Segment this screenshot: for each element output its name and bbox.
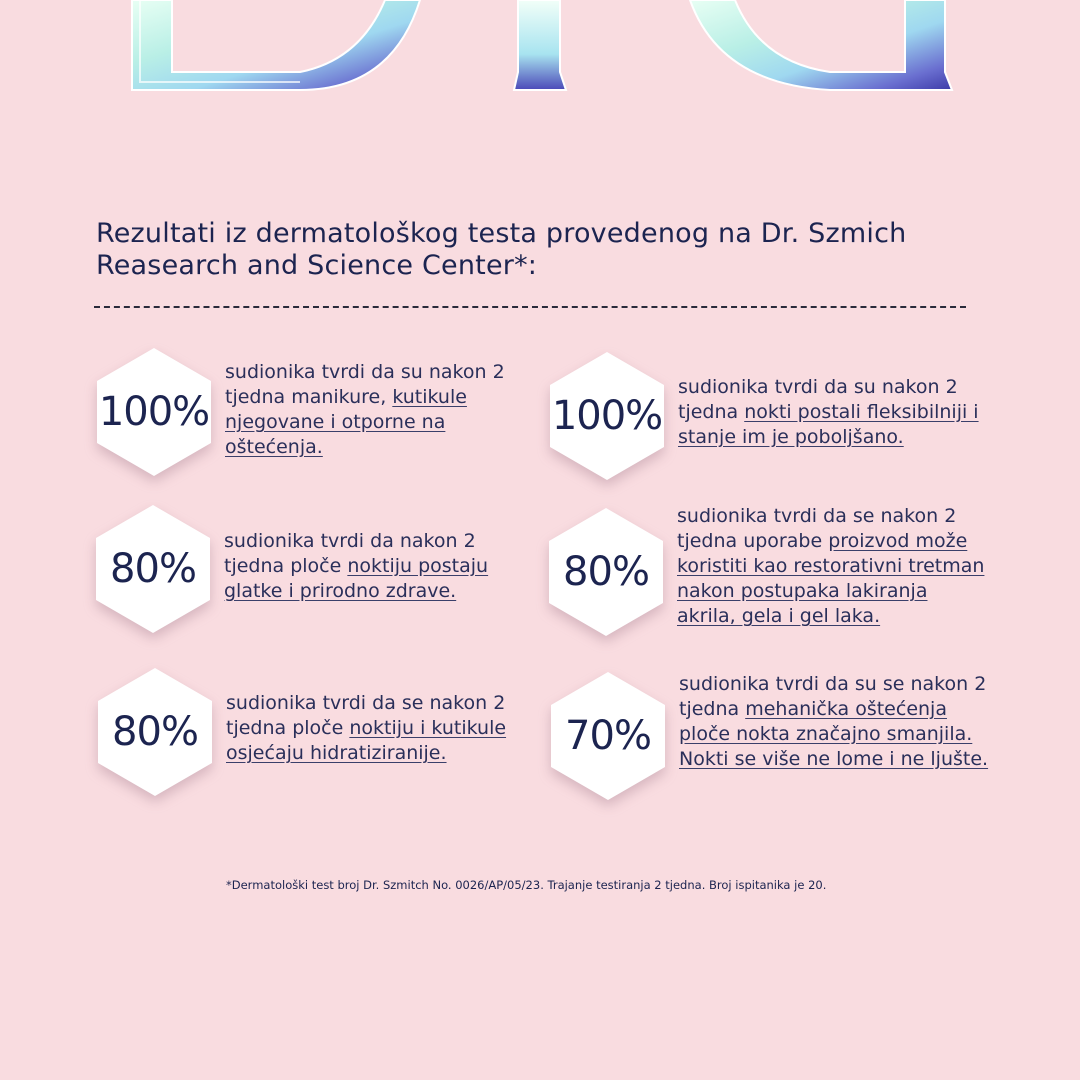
stat-percent: 100% [551, 393, 663, 439]
stat-text: sudionika tvrdi da su nakon 2 tjedna manikure, [225, 361, 505, 408]
stat-hexagon [95, 346, 213, 478]
stat-percent: 80% [110, 546, 196, 592]
stat-highlight: proizvod može koristiti kao restorativni tretman nakon postupaka lakiranja akrila, gela i gel laka. [677, 530, 985, 627]
stat-highlight: mehanička oštećenja ploče nokta značajno smanjila. Nokti se više ne lome i ne ljušte. [679, 698, 989, 770]
stat-hexagon [96, 666, 214, 798]
stat-description [677, 504, 987, 629]
stat-highlight: nokti postali fleksibilniji i stanje im je poboljšano. [678, 401, 979, 448]
stat-text: sudionika tvrdi da su se nakon 2 tjedna [679, 673, 987, 720]
stat-description [678, 375, 988, 450]
stat-hexagon [94, 503, 212, 635]
stat-highlight: kutikule njegovane i otporne na oštećenja. [225, 386, 467, 458]
stat-percent: 100% [98, 389, 210, 435]
stat-description [226, 691, 526, 766]
stat-hexagon [547, 506, 665, 638]
stat-text: sudionika tvrdi da nakon 2 tjedna ploče [224, 530, 476, 577]
stat-percent: 80% [563, 549, 649, 595]
stat-hexagon [549, 670, 667, 802]
stat-percent: 80% [112, 709, 198, 755]
brand-logo [0, 0, 1080, 100]
stat-text: sudionika tvrdi da su nakon 2 tjedna [678, 376, 958, 423]
page-heading: Rezultati iz dermatološkog testa provedenog na Dr. Szmich Reasearch and Science Center*: [96, 218, 907, 281]
stat-percent: 70% [565, 713, 651, 759]
footnote: *Dermatološki test broj Dr. Szmitch No. 0026/AP/05/23. Trajanje testiranja 2 tjedna. Broj ispitanika je 20. [226, 878, 827, 892]
stat-highlight: noktiju i kutikule osjećaju hidratiziranije. [226, 717, 507, 764]
dashed-divider [94, 306, 966, 308]
stat-text: sudionika tvrdi da se nakon 2 tjedna uporabe [677, 505, 957, 552]
stat-text: sudionika tvrdi da se nakon 2 tjedna ploče [226, 692, 506, 739]
stat-description [224, 529, 514, 604]
stat-description [679, 672, 989, 772]
stat-description [225, 360, 515, 460]
stat-hexagon [548, 350, 666, 482]
stat-highlight: noktiju postaju glatke i prirodno zdrave. [224, 555, 489, 602]
